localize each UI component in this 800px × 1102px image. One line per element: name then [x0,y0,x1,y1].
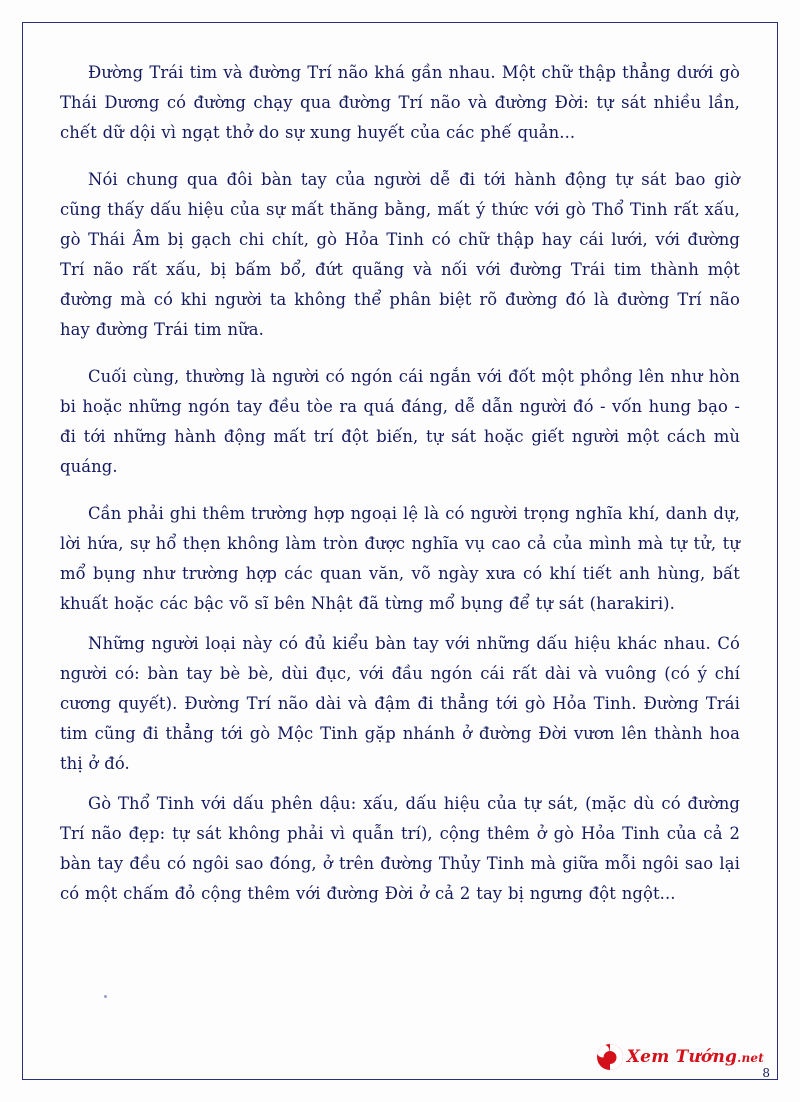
brand-name-text: Xem Tướng [626,1046,738,1067]
brand-name [626,1046,764,1067]
paragraph: Cần phải ghi thêm trường hợp ngoại lệ là có người trọng nghĩa khí, danh dự, lời hứa, sự hổ thẹn không làm tròn được nghĩa vụ cao cả của mình mà tự tử, tự mổ bụng như trường hợp các quan văn, võ ngày xưa có khí tiết anh hùng, bất khuất hoặc các bậc võ sĩ bên Nhật đã từng mổ bụng để tự sát (harakiri). [60,504,740,613]
paragraph: Đường Trái tim và đường Trí não khá gần nhau. Một chữ thập thẳng dưới gò Thái Dương có đường chạy qua đường Trí não và đường Đời: tự sát nhiều lần, chết dữ dội vì ngạt thở do sự xung huyết của các phế quản... [60,63,740,142]
page-number: 8 [762,1066,770,1080]
paragraph: Gò Thổ Tinh với dấu phên dậu: xấu, dấu hiệu của tự sát, (mặc dù có đường Trí não đẹp: tự sát không phải vì quẫn trí), cộng thêm ở gò Hỏa Tinh của cả 2 bàn tay đều có ngôi sao đóng, ở trên đường Thủy Tinh mà giữa mỗi ngôi sao lại có một chấm đỏ cộng thêm với đường Đời ở cả 2 tay bị ngưng đột ngột... [60,794,740,903]
page-content [60,58,740,926]
paragraph: Cuối cùng, thường là người có ngón cái ngắn với đốt một phồng lên như hòn bi hoặc những ngón tay đều tòe ra quá đáng, dễ dẫn người đó - vốn hung bạo - đi tới những hành động mất trí đột biến, tự sát hoặc giết người một cách mù quáng. [60,367,740,476]
site-watermark [597,1044,764,1070]
yin-yang-icon [597,1044,623,1070]
page-speck [104,995,107,998]
brand-suffix-text: .net [737,1050,764,1065]
paragraph: Những người loại này có đủ kiểu bàn tay với những dấu hiệu khác nhau. Có người có: bàn tay bè bè, dùi đục, với đầu ngón cái rất dài và vuông (có ý chí cương quyết). Đường Trí não dài và đậm đi thẳng tới gò Hỏa Tinh. Đường Trái tim cũng đi thẳng tới gò Mộc Tinh gặp nhánh ở đường Đời vươn lên thành hoa thị ở đó. [60,634,740,773]
paragraph: Nói chung qua đôi bàn tay của người dễ đi tới hành động tự sát bao giờ cũng thấy dấu hiệu của sự mất thăng bằng, mất ý thức với gò Thổ Tinh rất xấu, gò Thái Âm bị gạch chi chít, gò Hỏa Tinh có chữ thập hay cái lưới, với đường Trí não rất xấu, bị bấm bổ, đứt quãng và nối với đường Trái tim thành một đường mà có khi người ta không thể phân biệt rõ đường đó là đường Trí não hay đường Trái tim nữa. [60,170,740,339]
